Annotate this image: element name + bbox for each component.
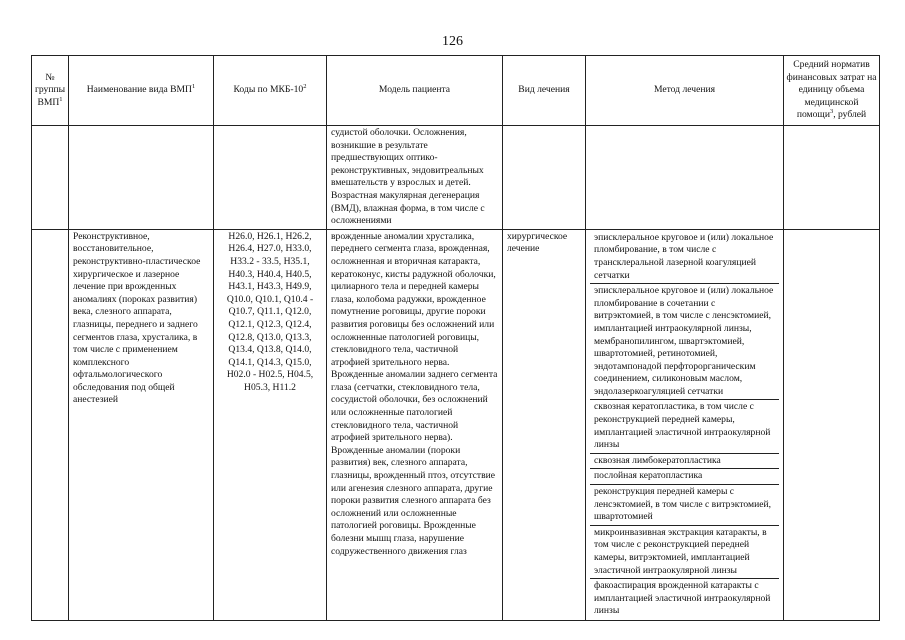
header-vmp-name: Наименование вида ВМП$^1$ (69, 56, 214, 126)
methods-list (590, 231, 779, 619)
page-number: 126 (442, 34, 463, 49)
cell-icd-codes: H26.0, H26.1, H26.2, H26.4, H27.0, H33.0, H33.2 - 33.5, H35.1, H40.3, H40.4, H40.5, H43.1, H43.3, H49.9, Q10.0, Q10.1, Q10.4 - Q10.7, Q11.1, Q12.0, Q12.1, Q12.3, Q12.4, Q12.8, Q13.0, Q13.3, Q13.4, Q13.8, Q14.0, Q14.1, Q14.3, Q15.0, H02.0 - H02.5, H04.5, H05.3, H11.2 (214, 229, 327, 620)
cell-vmp-name (69, 126, 214, 230)
cell-treatment-type: хирургическое лечение (503, 229, 586, 620)
method-item: эписклеральное круговое и (или) локальное пломбирование в сочетании с витрэктомией, в том числе с ленсэктомией, имплантацией интраокулярной линзы, мембранопилингом, швартэктомией, швартотомией, ретинотомией, эндотампонадой перфторорганическим соединением, силиконовым маслом, эндолазеркоагуляцией сетчатки (590, 284, 779, 400)
method-item: сквозная кератопластика, в том числе с реконструкцией передней камеры, имплантацией эластичной интраокулярной линзы (590, 400, 779, 453)
cell-treatment-type (503, 126, 586, 230)
table-row (32, 126, 880, 230)
vmp-table (31, 55, 880, 621)
method-item: эписклеральное круговое и (или) локальное пломбирование, в том числе с трансклеральной лазерной коагуляцией сетчатки (590, 231, 779, 284)
cell-treatment-method (586, 126, 784, 230)
header-group-no: № группы ВМП$^1$ (32, 56, 69, 126)
header-treatment-method: Метод лечения (586, 56, 784, 126)
cell-cost-norm (784, 126, 880, 230)
cell-icd-codes (214, 126, 327, 230)
header-patient-model: Модель пациента (327, 56, 503, 126)
method-item: послойная кератопластика (590, 469, 779, 485)
table-row (32, 229, 880, 620)
cell-treatment-method (586, 229, 784, 620)
header-icd-codes: Коды по МКБ-$10^2$ (214, 56, 327, 126)
method-item: факоаспирация врожденной катаракты с имплантацией эластичной интраокулярной линзы (594, 580, 771, 617)
cell-patient-model: врожденные аномалии хрусталика, переднего сегмента глаза, врожденная, осложненная и вторичная катаракта, кератоконус, кисты радужной оболочки, цилиарного тела и передней камеры глаза, колобома радужки, врожденное помутнение роговицы, другие пороки развития роговицы без осложнений или осложненные патологией роговицы, стекловидного тела, частичной атрофией зрительного нерва. Врожденные аномалии заднего сегмента глаза (сетчатки, стекловидного тела, сосудистой оболочки, без осложнений или осложненные патологией стекловидного тела, частичной атрофией зрительного нерва). Врожденные аномалии (пороки развития) век, слезного аппарата, глазницы, врожденный птоз, отсутствие или агенезия слезного аппарата, другие пороки развития слезного аппарата без осложнений или осложненные патологией роговицы. Врожденные болезни мышц глаза, нарушение содружественного движения глаз (327, 229, 503, 620)
method-item: микроинвазивная экстракция катаракты, в том числе с реконструкцией передней камеры, витрэктомией, имплантацией эластичной интраокулярной линзы (590, 525, 779, 578)
cell-cost-norm (784, 229, 880, 620)
cell-group-no (32, 126, 69, 230)
header-treatment-type: Вид лечения (503, 56, 586, 126)
header-cost-norm: Средний норматив финансовых затрат на единицу объема медицинской помощи$^3$, рублей (784, 56, 880, 126)
header-row (32, 56, 880, 126)
method-item: сквозная лимбокератопластика (590, 453, 779, 469)
method-item: реконструкция передней камеры с ленсэктомией, в том числе с витрэктомией, швартотомией (590, 485, 779, 526)
cell-patient-model: судистой оболочки. Осложнения, возникшие в результате предшествующих оптико-реконструктивных, эндовитреальных вмешательств у взрослых и детей. Возрастная макулярная дегенерация (ВМД), влажная форма, в том числе с осложнениями (327, 126, 503, 230)
cell-vmp-name: Реконструктивное, восстановительное, реконструктивно-пластическое хирургическое и лазерное лечение при врожденных аномалиях (пороках развития) века, слезного аппарата, глазницы, переднего и заднего сегментов глаза, хрусталика, в том числе с применением комплексного офтальмологического обследования под общей анестезией (69, 229, 214, 620)
cell-group-no (32, 229, 69, 620)
